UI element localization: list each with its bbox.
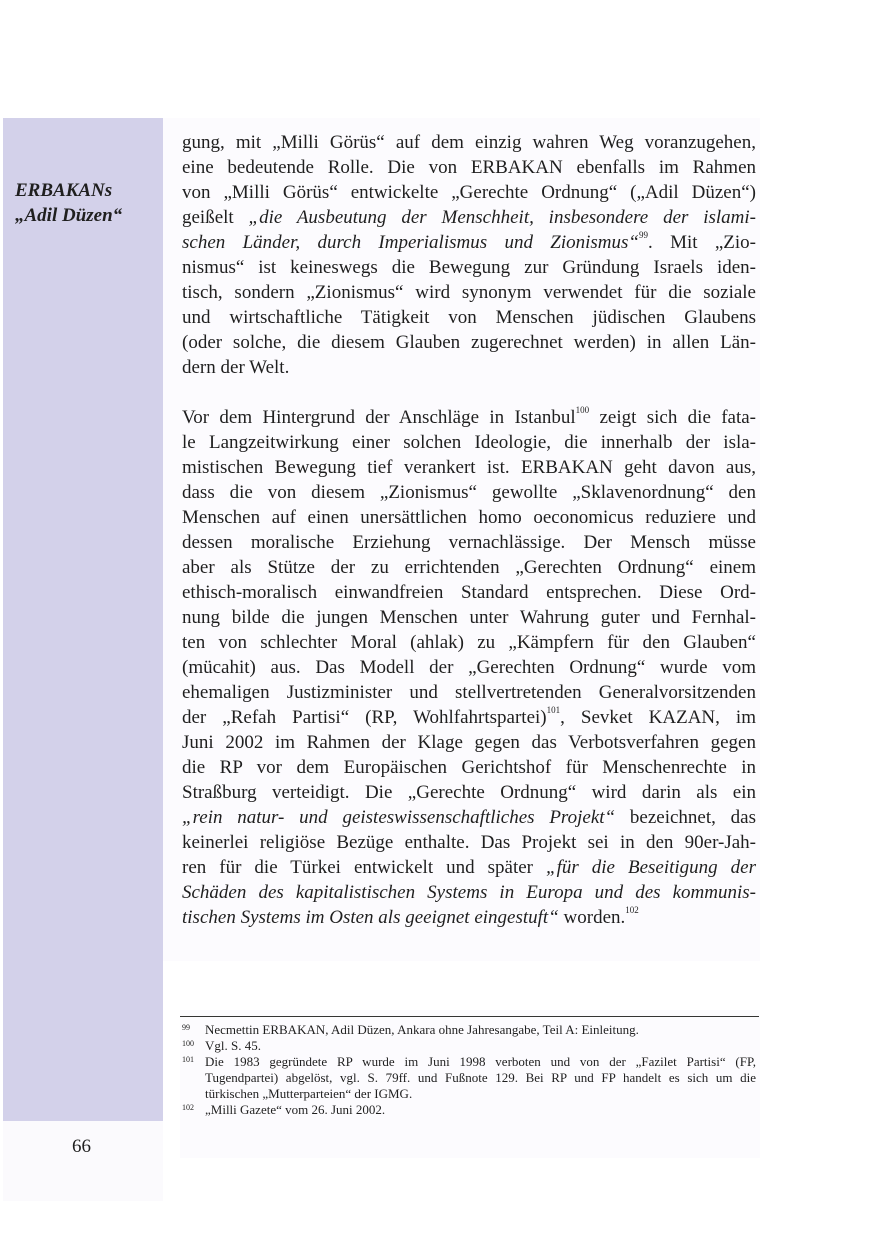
margin-sidebar [3, 118, 163, 1121]
text-line: dessen moralische Erziehung vernachlässige. Der Mensch müsse [182, 532, 756, 553]
text-span: . Mit „Zio- [647, 232, 756, 253]
footnote-number: 101 [182, 1055, 194, 1064]
footnote-line: Die 1983 gegründete RP wurde im Juni 1998 verboten und von der „Fazilet Partisi“ (FP, [205, 1054, 756, 1069]
text-line: und wirtschaftliche Tätigkeit von Menschen jüdischen Glaubens [182, 307, 756, 328]
footnote-ref[interactable]: 101 [546, 705, 561, 715]
text-span: Vor dem Hintergrund der Anschläge in Istanbul [182, 407, 576, 428]
text-line: nung bilde die jungen Menschen unter Wahrung guter und Fernhal- [182, 607, 756, 628]
text-line [182, 205, 756, 230]
quote-span: „rein natur- und geisteswissenschaftliches Projekt“ [182, 807, 616, 828]
footnote-ref[interactable]: 100 [575, 405, 590, 415]
margin-sidebar-footer [3, 1121, 163, 1201]
text-line: von „Milli Görüs“ entwickelte „Gerechte Ordnung“ („Adil Düzen“) [182, 182, 756, 203]
text-line [182, 230, 756, 255]
footnote [182, 1038, 756, 1054]
footnote-ref[interactable]: 102 [625, 905, 639, 915]
footnote-number: 102 [182, 1103, 194, 1112]
text-line [182, 405, 756, 430]
footnote [182, 1102, 756, 1118]
text-line: dern der Welt. [182, 357, 290, 378]
text-span: geißelt [182, 207, 249, 228]
text-span: worden. [558, 907, 626, 928]
footnote-number: 100 [182, 1039, 194, 1048]
text-line: eine bedeutende Rolle. Die von ERBAKAN ebenfalls im Rahmen [182, 157, 756, 178]
text-line: ethisch-moralisch einwandfreien Standard entsprechen. Diese Ord- [182, 582, 756, 603]
footnote-line: türkischen „Mutterparteien“ der IGMG. [205, 1086, 413, 1101]
text-line: Schäden des kapitalistischen Systems in Europa und des kommunis- [182, 882, 756, 903]
text-line: Straßburg verteidigt. Die „Gerechte Ordnung“ wird darin als ein [182, 782, 756, 803]
text-line [182, 705, 756, 730]
text-line: dass die von diesem „Zionismus“ gewollte „Sklavenordnung“ den [182, 482, 756, 503]
text-span: ren für die Türkei entwickelt und später [182, 857, 546, 878]
text-line: gung, mit „Milli Görüs“ auf dem einzig wahren Weg voranzugehen, [182, 132, 756, 153]
text-line: (mücahit) aus. Das Modell der „Gerechten Ordnung“ wurde vom [182, 657, 756, 678]
text-span: der „Refah Partisi“ (RP, Wohlfahrtspartei) [182, 707, 547, 728]
footnotes [182, 1022, 756, 1118]
text-span: , Sevket KAZAN, im [560, 707, 756, 728]
text-line: keinerlei religiöse Bezüge enthalte. Das Projekt sei in den 90er-Jah- [182, 832, 756, 853]
text-line: ten von schlechter Moral (ahlak) zu „Kämpfern für den Glauben“ [182, 632, 756, 653]
text-line [182, 855, 756, 880]
text-line: Menschen auf einen unersättlichen homo oeconomicus reduziere und [182, 507, 756, 528]
footnote-text: „Milli Gazete“ vom 26. Juni 2002. [205, 1102, 386, 1117]
footnote-text: Vgl. S. 45. [205, 1038, 261, 1053]
quote-span: „die Ausbeutung der Menschheit, insbesondere der islami- [248, 207, 757, 228]
footnote [182, 1054, 756, 1102]
text-line: nismus“ ist keineswegs die Bewegung zur Gründung Israels iden- [182, 257, 756, 278]
footnote-ref[interactable]: 99 [638, 230, 648, 240]
text-line [182, 905, 756, 930]
text-line: Juni 2002 im Rahmen der Klage gegen das Verbotsverfahren gegen [182, 732, 756, 753]
margin-note-line: „Adil Düzen“ [15, 205, 123, 226]
quote-span: „für die Beseitigung der [546, 857, 757, 878]
footnote-text: Necmettin ERBAKAN, Adil Düzen, Ankara ohne Jahresangabe, Teil A: Einleitung. [205, 1022, 639, 1037]
text-line [182, 805, 756, 830]
text-line: tisch, sondern „Zionismus“ wird synonym verwendet für die soziale [182, 282, 756, 303]
margin-note [15, 178, 160, 228]
text-line: le Langzeitwirkung einer solchen Ideologie, die innerhalb der isla- [182, 432, 756, 453]
text-span: bezeichnet, das [615, 807, 756, 828]
text-line: ehemaligen Justizminister und stellvertretenden Generalvorsitzenden [182, 682, 756, 703]
footnote-divider [180, 1016, 759, 1017]
footnote [182, 1022, 756, 1038]
text-line: die RP vor dem Europäischen Gerichtshof für Menschenrechte in [182, 757, 756, 778]
footnote-line: Tugendpartei) abgelöst, vgl. S. 79ff. und Fußnote 129. Bei RP und FP handelt es sich um die [205, 1070, 756, 1085]
page-number: 66 [72, 1136, 91, 1157]
quote-span: schen Länder, durch Imperialismus und Zionismus“ [182, 232, 639, 253]
text-line: mistischen Bewegung tief verankert ist. ERBAKAN geht davon aus, [182, 457, 756, 478]
footnote-text [205, 1054, 756, 1102]
paragraph [182, 130, 756, 380]
footnote-number: 99 [182, 1023, 190, 1032]
text-line: (oder solche, die diesem Glauben zugerechnet werden) in allen Län- [182, 332, 756, 353]
text-line: aber als Stütze der zu errichtenden „Gerechten Ordnung“ einem [182, 557, 756, 578]
quote-span: tischen Systems im Osten als geeignet eingestuft“ [182, 907, 559, 928]
body-text [182, 130, 756, 930]
paragraph [182, 405, 756, 930]
text-span: zeigt sich die fata- [589, 407, 757, 428]
margin-note-line: ERBAKANs [15, 180, 113, 201]
